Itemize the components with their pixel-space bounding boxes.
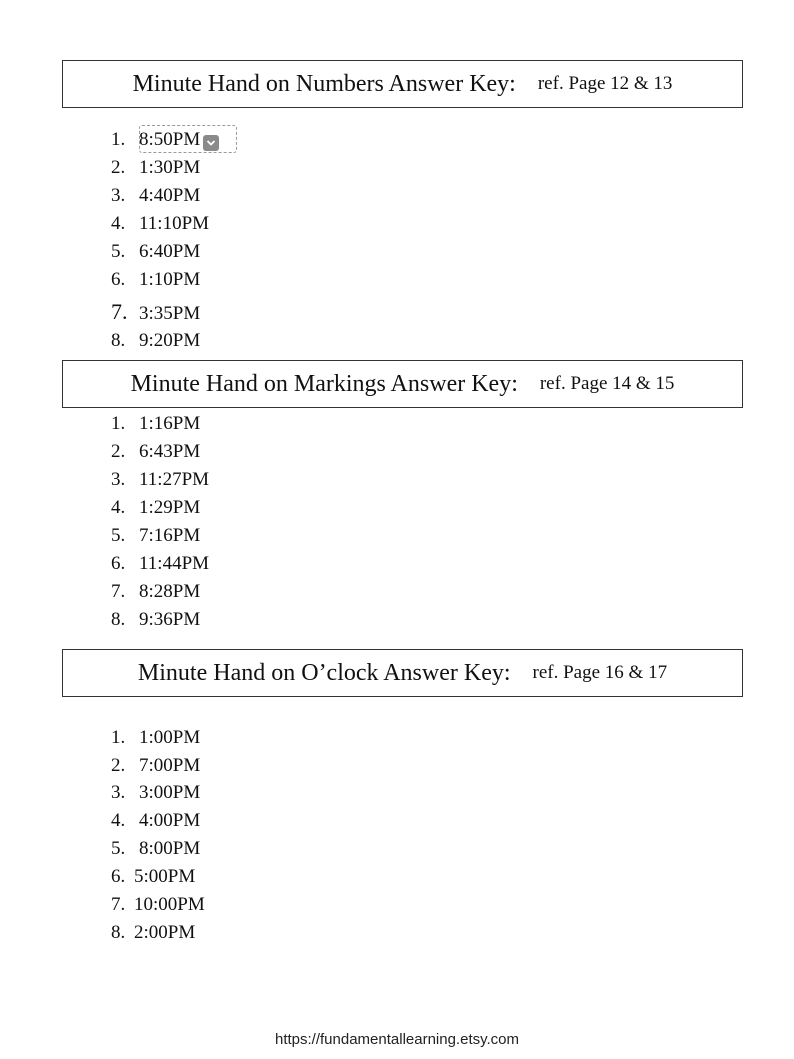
answer-item (111, 609, 200, 631)
answer-item (111, 413, 200, 435)
answer-selection-frame (139, 125, 237, 153)
answer-item (111, 838, 200, 860)
answer-number: 7. (111, 581, 126, 602)
answer-item (111, 755, 200, 777)
answer-value: 1:10PM (139, 269, 201, 290)
answer-value: 4:00PM (139, 810, 201, 831)
section-1-header (62, 60, 743, 108)
answer-value: 11:10PM (139, 213, 210, 234)
answer-item (111, 866, 195, 888)
answer-value: 11:44PM (139, 553, 210, 574)
answer-number: 8. (111, 330, 126, 351)
answer-number: 6. (111, 269, 126, 290)
answer-value: 4:40PM (139, 185, 201, 206)
answer-value: 9:20PM (139, 330, 201, 351)
section-3-title: Minute Hand on O’clock Answer Key: (137, 659, 511, 686)
answer-number: 8. (111, 609, 126, 630)
answer-number: 5. (111, 838, 126, 859)
answer-number: 7. (111, 299, 128, 324)
answer-number: 5. (111, 525, 126, 546)
section-1-title: Minute Hand on Numbers Answer Key: (132, 70, 516, 97)
answer-value: 6:40PM (139, 241, 201, 262)
answer-item (111, 157, 200, 179)
answer-number: 1. (111, 129, 126, 150)
answer-item (111, 301, 200, 325)
answer-item (111, 810, 200, 832)
answer-item (111, 581, 200, 603)
answer-value: 5:00PM (134, 866, 196, 887)
answer-value: 1:00PM (139, 727, 201, 748)
answer-number: 4. (111, 213, 126, 234)
answer-item (111, 185, 200, 207)
answer-item (111, 469, 209, 491)
answer-value: 7:16PM (139, 525, 201, 546)
answer-value: 7:00PM (139, 755, 201, 776)
answer-item (111, 894, 205, 916)
footer-url: https://fundamentallearning.etsy.com (274, 1031, 520, 1048)
answer-number: 1. (111, 727, 126, 748)
section-2-header (62, 360, 743, 408)
answer-number: 4. (111, 810, 126, 831)
answer-item (111, 922, 195, 944)
answer-number: 3. (111, 185, 126, 206)
answer-item (111, 269, 200, 291)
answer-number: 3. (111, 782, 126, 803)
answer-item (111, 553, 209, 575)
answer-value: 3:35PM (139, 303, 201, 324)
answer-number: 2. (111, 755, 126, 776)
answer-value: 11:27PM (139, 469, 210, 490)
section-3-header (62, 649, 743, 697)
section-3-ref: ref. Page 16 & 17 (532, 662, 668, 683)
answer-item (111, 727, 200, 749)
answer-item (111, 497, 200, 519)
section-2-ref: ref. Page 14 & 15 (539, 373, 675, 394)
answer-value: 6:43PM (139, 441, 201, 462)
answer-number: 6. (111, 553, 126, 574)
answer-item (111, 441, 200, 463)
section-2-title: Minute Hand on Markings Answer Key: (130, 370, 518, 397)
answer-number: 6. (111, 866, 126, 887)
answer-value: 10:00PM (134, 894, 205, 915)
answer-value: 3:00PM (139, 782, 201, 803)
answer-value: 8:50PM (139, 129, 201, 150)
answer-value: 1:16PM (139, 413, 201, 434)
answer-value: 1:29PM (139, 497, 201, 518)
answer-item (111, 330, 200, 352)
answer-item (111, 525, 200, 547)
answer-value: 2:00PM (134, 922, 196, 943)
answer-number: 7. (111, 894, 126, 915)
answer-number: 5. (111, 241, 126, 262)
answer-item (111, 213, 209, 235)
answer-value: 9:36PM (139, 609, 201, 630)
answer-value: 1:30PM (139, 157, 201, 178)
answer-number: 4. (111, 497, 126, 518)
answer-number: 8. (111, 922, 126, 943)
answer-item (111, 241, 200, 263)
answer-number: 2. (111, 157, 126, 178)
section-1-ref: ref. Page 12 & 13 (537, 73, 673, 94)
answer-item[interactable] (111, 129, 219, 151)
answer-number: 1. (111, 413, 126, 434)
answer-item (111, 782, 200, 804)
answer-value: 8:00PM (139, 838, 201, 859)
answer-number: 3. (111, 469, 126, 490)
answer-value: 8:28PM (139, 581, 201, 602)
answer-number: 2. (111, 441, 126, 462)
